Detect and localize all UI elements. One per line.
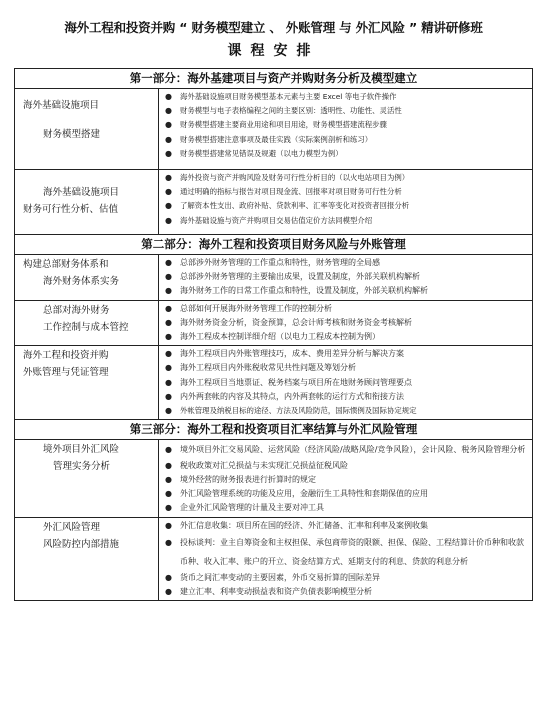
list-item: ● 了解资本性支出、政府补贴、贷款利率、汇率等变化对投资者回报分析 (163, 199, 528, 213)
topic-label: 海外基础设施项目 (43, 187, 120, 198)
item-cell (159, 170, 533, 235)
schedule-row (15, 517, 533, 601)
topic-cell (15, 300, 159, 346)
list-item: ● 海外工程成本控制详细介绍（以电力工程成本控制为例） (163, 330, 528, 344)
list-item: ● 财务模型与电子表格编程之间的主要区别：透明性、功能性、灵活性 (163, 104, 528, 118)
item-cell (159, 517, 533, 601)
topic-cell (15, 89, 159, 170)
list-item: ● 总部如何开展海外财务管理工作的控制分析 (163, 302, 528, 316)
list-item: ● 税收政策对汇兑损益与未实现汇兑损益征税风险 (163, 459, 528, 473)
list-item: ● 海外投资与资产并购风险及财务可行性分析目的（以火电站项目为例） (163, 171, 528, 185)
topic-cell (15, 170, 159, 235)
list-item: ● 总部涉外财务管理的工作重点和特性，财务管理的全局感 (163, 256, 528, 270)
schedule-table (14, 68, 533, 601)
list-item: ● 外帐管理及纳税目标的途径、方法及风险防范，国际惯例及国际协定规定 (163, 404, 528, 418)
schedule-row (15, 300, 533, 346)
topic-label: 财务模型搭建 (43, 129, 101, 140)
schedule-row (15, 89, 533, 170)
list-item: ● 企业外汇风险管理的计量及主要对冲工具 (163, 501, 528, 515)
section-title: 第一部分：海外基建项目与资产并购财务分析及模型建立 (15, 69, 533, 89)
list-item: ● 总部涉外财务管理的主要输出成果，设置及制度，外部关联机构解析 (163, 270, 528, 284)
topic-label: 海外工程和投资并购 (23, 350, 109, 362)
topic-label: 构建总部财务体系和 (23, 259, 109, 270)
list-item: ● 投标谈判：业主自筹资金和主权担保、承包商带资的限额、担保、保险、工程结算计价币种和收款币种、收入汇率、账户的开立、资金结算方式、延期支付的利息、贷款的利息分析 (163, 533, 528, 571)
page-subtitle: 课程安排 (227, 43, 320, 59)
topic-label: 风险防控内部措施 (43, 538, 120, 550)
topic-label: 海外财务体系实务 (43, 276, 120, 287)
list-item: ● 财务模型搭建注意事项及最佳实践（实际案例剖析和练习） (163, 133, 528, 147)
list-item: ● 海外基础设施项目财务模型基本元素与主要 Excel 等电子软件操作 (163, 90, 528, 104)
topic-label: 境外项目外汇风险 (43, 444, 120, 456)
topic-label: 外汇风险管理 (43, 521, 101, 533)
topic-label: 总部对海外财务 (43, 304, 110, 316)
section-header (15, 235, 533, 255)
topic-cell (15, 255, 159, 301)
list-item: ● 内外两套帐的内容及其特点，内外两套帐的运行方式和衔接方法 (163, 390, 528, 404)
list-item: ● 财务模型搭建主要商业用途和项目用途，财务模型搭建流程步骤 (163, 118, 528, 132)
item-cell (159, 255, 533, 301)
schedule-row (15, 170, 533, 235)
item-cell (159, 300, 533, 346)
item-cell (159, 346, 533, 420)
list-item: ● 海外工程项目内外账管理技巧，成本、费用差异分析与解决方案 (163, 347, 528, 361)
list-item: ● 海外基础设施与资产并购项目交易估值定价方法同模型介绍 (163, 214, 528, 228)
topic-cell (15, 346, 159, 420)
topic-cell (15, 517, 159, 601)
list-item: ● 货币之间汇率变动的主要因素，外币交易折算的国际差异 (163, 571, 528, 585)
schedule-row (15, 440, 533, 517)
section-header (15, 420, 533, 440)
list-item: ● 财务模型搭建常见错误及规避（以电力模型为例） (163, 147, 528, 161)
list-item: ● 海外工程项目当地票证、税务档案与项目所在地财务顾问管理要点 (163, 376, 528, 390)
schedule-row (15, 346, 533, 420)
topic-label: 外账管理与凭证管理 (23, 367, 109, 379)
schedule-row (15, 255, 533, 301)
list-item: ● 境外经营的财务报表进行折算时的规定 (163, 473, 528, 487)
list-item: ● 外汇风险管理系统的功能及应用，金融衍生工具特性和套期保值的应用 (163, 487, 528, 501)
section-title: 第二部分：海外工程和投资项目财务风险与外账管理 (15, 235, 533, 255)
list-item: ● 境外项目外汇交易风险、运营风险（经济风险/战略风险/竞争风险），会计风险、税务风险管理分析 (163, 441, 528, 459)
list-item: ● 外汇信息收集：项目所在国的经济、外汇储备、汇率和利率及案例收集 (163, 519, 528, 533)
topic-label: 管理实务分析 (53, 461, 111, 473)
list-item: ● 海外工程项目内外账税收常见共性问题及筹划分析 (163, 361, 528, 375)
list-item: ● 海外财务资金分析，资金预算，总会计师考核和财务资金考核解析 (163, 316, 528, 330)
item-cell (159, 89, 533, 170)
topic-label: 财务可行性分析、估值 (23, 204, 119, 215)
item-cell (159, 440, 533, 517)
section-header (15, 69, 533, 89)
list-item: ● 建立汇率、利率变动损益表和资产负债表影响模型分析 (163, 585, 528, 599)
list-item: ● 海外财务工作的日常工作重点和特性，设置及制度，外部关联机构解析 (163, 284, 528, 298)
topic-label: 海外基础设施项目 (23, 100, 100, 111)
section-title: 第三部分：海外工程和投资项目汇率结算与外汇风险管理 (15, 420, 533, 440)
list-item: ● 通过明确的指标与报告对项目现金流、回报率对项目财务可行性分析 (163, 185, 528, 199)
page-title: 海外工程和投资并购 “ 财务模型建立 、 外账管理 与 外汇风险 ” 精讲研修班 (64, 20, 483, 35)
topic-label: 工作控制与成本管控 (43, 321, 129, 333)
topic-cell (15, 440, 159, 517)
